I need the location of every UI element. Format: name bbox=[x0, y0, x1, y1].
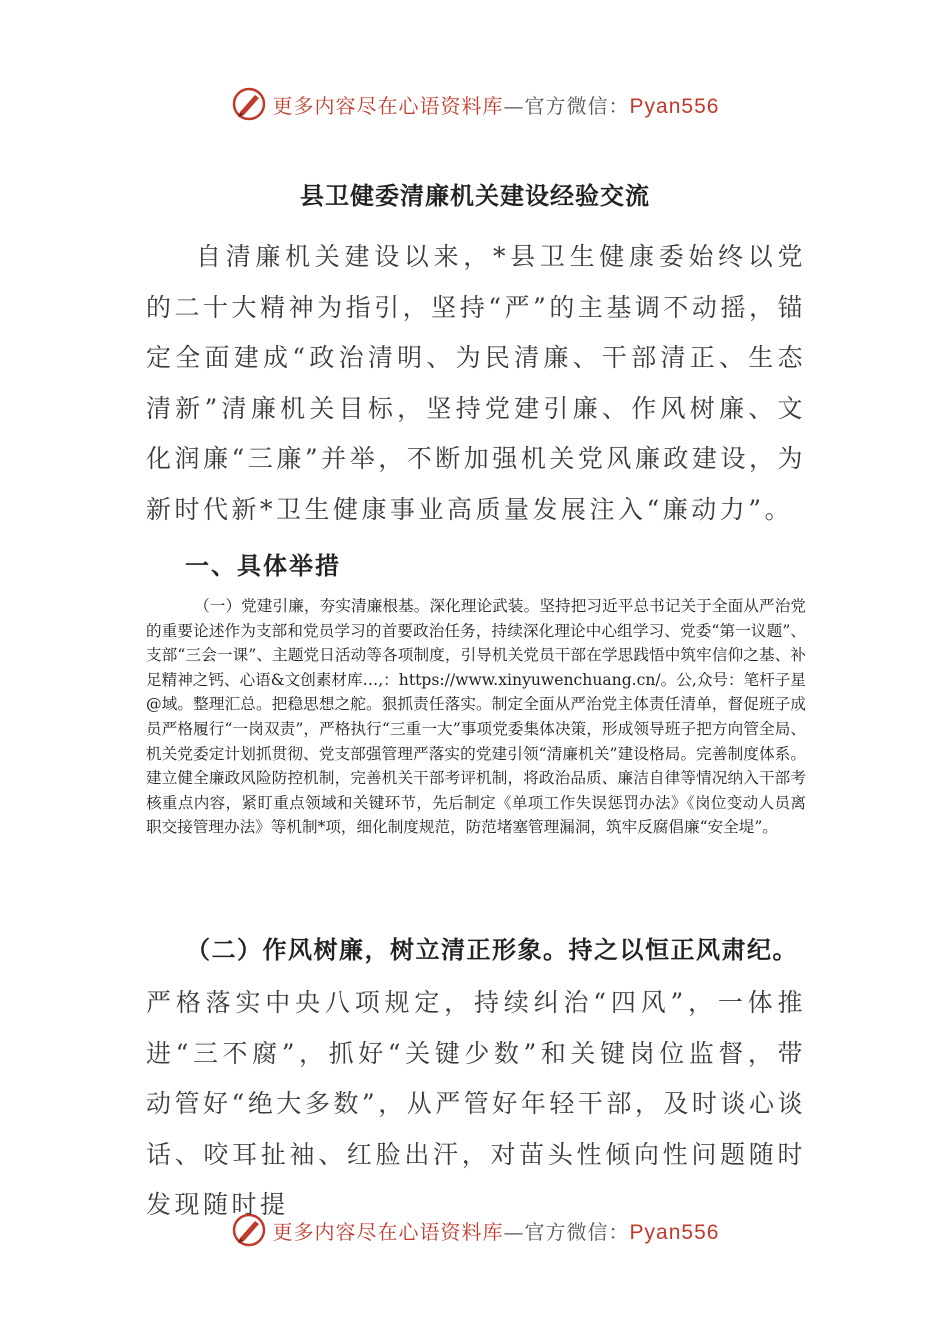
item1-paragraph bbox=[146, 594, 806, 840]
watermark-banner-top bbox=[0, 82, 950, 126]
intro-paragraph: 自清廉机关建设以来，*县卫生健康委始终以党的二十大精神为指引，坚持“严”的主基调不动摇，锚定全面建成“政治清明、为民清廉、干部清正、生态清新”清廉机关目标，坚持党建引廉、作风树廉、文化润廉“三廉”并举，不断加强机关党风廉政建设，为新时代新*卫生健康事业高质量发展注入“廉动力”。 bbox=[146, 242, 806, 524]
pen-logo-icon bbox=[231, 86, 267, 122]
item1-text: （一）党建引廉，夯实清廉根基。深化理论武装。坚持把习近平总书记关于全面从严治党的重要论述作为支部和党员学习的首要政治任务，持续深化理论中心组学习、党委“第一议题”、支部“三会一课”、主题党日活动等各项制度，引导机关党员干部在学思践悟中筑牢信仰之基、补足精神之钙、心语&文创素材库…,：https://www.xinyuwenchuang.cn/。公,众号：笔杆子星@域。整理汇总。把稳思想之舵。狠抓责任落实。制定全面从严治党主体责任清单，督促班子成员严格履行“一岗双责”，严格执行“三重一大”事项党委集体决策，形成领导班子把方向管全局、机关党委定计划抓贯彻、党支部强管理严落实的党建引领“清廉机关”建设格局。完善制度体系。建立健全廉政风险防控机制，完善机关干部考评机制，将政治品质、廉洁自律等情况纳入干部考核重点内容，紧盯重点领域和关键环节，先后制定《单项工作失误惩罚办法》《岗位变动人员离职交接管理办法》等机制*项，细化制度规范，防范堵塞管理漏洞，筑牢反腐倡廉“安全堤”。 bbox=[146, 597, 806, 837]
pen-logo-icon bbox=[231, 1212, 267, 1248]
watermark-text: 更多内容尽在心语资料库—官方微信：Pyan556 bbox=[272, 93, 720, 118]
watermark-banner-bottom bbox=[0, 1208, 950, 1252]
item2-paragraph: 严格落实中央八项规定，持续纠治“四风”，一体推进“三不腐”，抓好“关键少数”和关键岗位监督，带动管好“绝大多数”，从严管好年轻干部，及时谈心谈话、咬耳扯袖、红脸出汗，对苗头性倾向性问题随时发现随时提 bbox=[146, 988, 806, 1219]
section-heading: 一、具体举措 bbox=[185, 552, 341, 580]
item2-heading: （二）作风树廉，树立清正形象。持之以恒正风肃纪。 bbox=[186, 936, 798, 964]
watermark-text: 更多内容尽在心语资料库—官方微信：Pyan556 bbox=[272, 1219, 720, 1244]
document-title: 县卫健委清廉机关建设经验交流 bbox=[300, 182, 650, 210]
